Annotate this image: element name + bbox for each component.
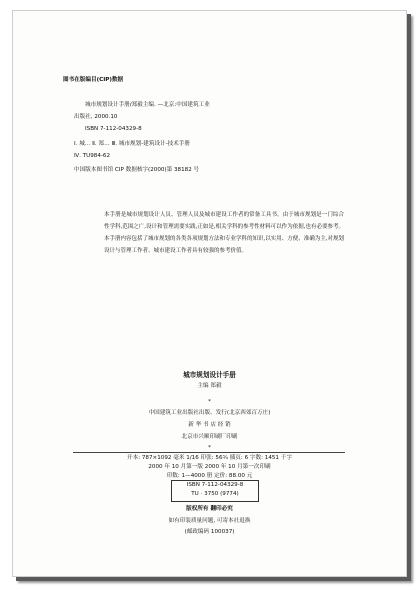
abstract-paragraph: 本手册是城市规划设计人员、管理人员及城市建设工作者的常备工具书。由于城市规划是一门综合性学科,范围之广,设计和管理需要实践,正如是,相关学科的参考性材料可以作为依据,也有必要参考。本手册内容包括了城市规划的各类各项规划方法和专业学科的知识,以实用、方便、准确为主,对规划设计与管理工作者、城市建设工作者具有较强的参考价值。 bbox=[104, 212, 344, 254]
colophon-edition: 2000 年 10 月第一版 2000 年 10 月第一次印刷 bbox=[148, 464, 271, 470]
colophon-printrun: 印数: 1—4000 册 定价: 88.00 元 bbox=[166, 473, 253, 479]
colophon-postcode: (邮政编码 100037) bbox=[184, 529, 235, 535]
colophon-distributor: 新 华 书 店 经 销 bbox=[188, 422, 231, 428]
cip-entry-line2: 出版社, 2000.10 bbox=[74, 114, 118, 120]
colophon-rights: 版权所有 翻印必究 bbox=[186, 506, 233, 512]
cip-heading: 图书在版编目(CIP)数据 bbox=[63, 77, 124, 83]
colophon-return-notice: 如有印装质量问题, 可寄本社退换 bbox=[168, 518, 251, 524]
colophon-isbn: ISBN 7-112-04329-8 bbox=[186, 482, 244, 488]
cip-record-number: 中国版本图书馆 CIP 数据核字(2000)第 38182 号 bbox=[74, 167, 200, 173]
cip-subjects: Ⅰ. 城… Ⅱ. 郑… Ⅲ. 城市规划-建筑设计-技术手册 bbox=[74, 141, 191, 147]
colophon-class-number: TU · 3750 (9774) bbox=[191, 491, 239, 497]
colophon-editor: 主编 郑毅 bbox=[197, 383, 222, 389]
colophon-rule-top bbox=[73, 452, 345, 453]
colophon-isbn-box bbox=[171, 480, 259, 502]
colophon-star-2: * bbox=[208, 445, 211, 451]
book-page bbox=[12, 10, 407, 577]
colophon-title: 城市规划设计手册 bbox=[183, 371, 236, 379]
colophon-publisher: 中国建筑工业出版社出版、发行(北京西郊百万庄) bbox=[148, 410, 271, 416]
colophon-specs: 开本: 787×1092 毫米 1/16 印张: 56¾ 插页: 6 字数: 1451 千字 bbox=[127, 455, 292, 461]
cip-isbn: ISBN 7-112-04329-8 bbox=[85, 126, 142, 132]
cip-entry-line1: 城市规划设计手册/郑毅主编. —北京:中国建筑工业 bbox=[85, 102, 210, 108]
colophon-star: * bbox=[208, 399, 211, 405]
cip-classification: Ⅳ. TU984-62 bbox=[74, 153, 111, 159]
colophon-printer: 北京市兴顺印刷厂印刷 bbox=[181, 434, 238, 440]
